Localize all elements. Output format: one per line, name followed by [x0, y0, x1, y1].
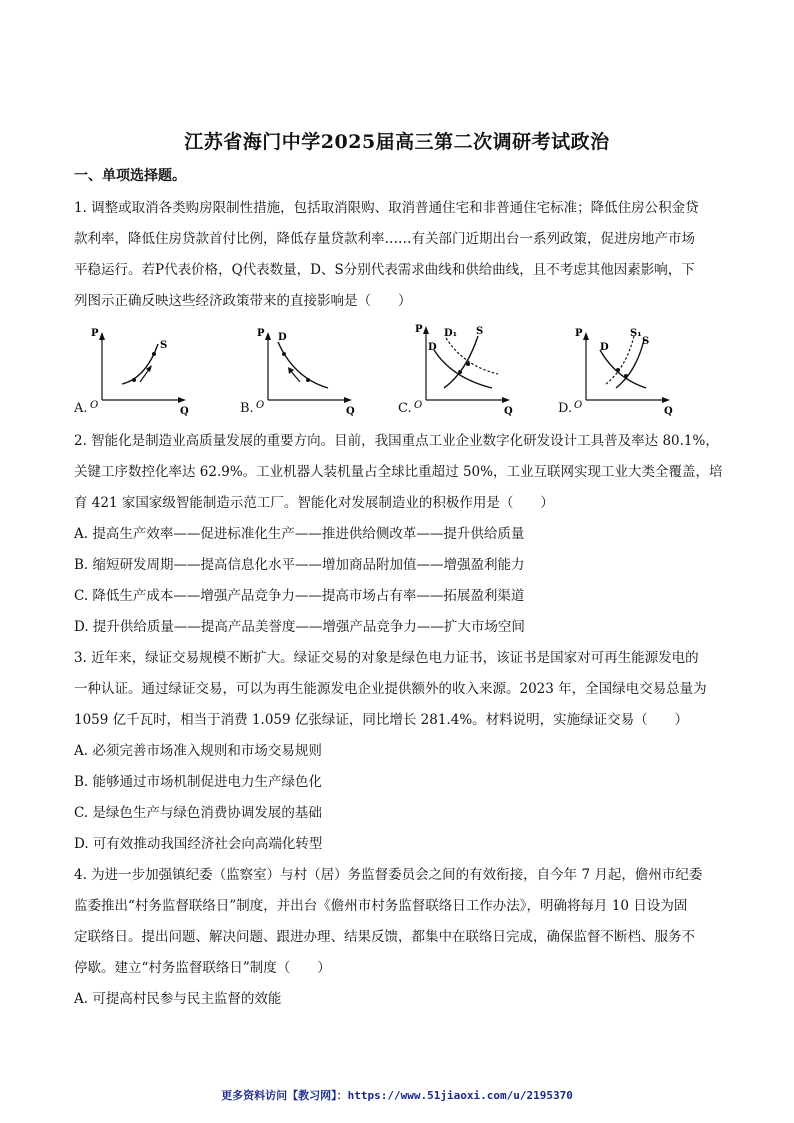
q4-option-a[interactable]: A. 可提高村民参与民主监督的效能	[74, 991, 282, 1007]
demand-shift-graph-b	[254, 322, 355, 417]
q1-line: 款利率，降低住房贷款首付比例，降低存量贷款利率……有关部门近期出台一系列政策，促进房地产市场	[74, 231, 695, 247]
axis-p: P	[415, 324, 423, 335]
axis-p: P	[91, 328, 99, 339]
axis-q: Q	[346, 406, 355, 417]
origin-o: O	[90, 400, 99, 411]
axis-p: P	[575, 328, 583, 339]
q2-line: 关键工序数控化率达 62.9%。工业机器人装机量占全球比重超过 50%，工业互联网实现工业大类全覆盖，培	[74, 464, 723, 480]
supply-shift-graph-a	[88, 322, 189, 417]
curve-d1: D₁	[444, 328, 458, 339]
curve-s: S	[476, 326, 484, 337]
q1-line: 平稳运行。若P代表价格，Q代表数量，D、S分别代表需求曲线和供给曲线，且不考虑其他因素影响，下	[74, 262, 695, 278]
document-title: 江苏省海门中学2025届高三第二次调研考试政治	[184, 131, 610, 153]
q1-line: 列图示正确反映这些经济政策带来的直接影响是（ ）	[74, 293, 412, 309]
axis-q: Q	[664, 406, 673, 417]
q3-option-b[interactable]: B. 能够通过市场机制促进电力生产绿色化	[74, 774, 323, 790]
q1-graph-options	[74, 318, 724, 418]
q4-line: 4. 为进一步加强镇纪委（监察室）与村（居）务监督委员会之间的有效衔接，自今年 7 月起，儋州市纪委	[74, 867, 703, 883]
footer-prefix: 更多资料访问【教习网】：	[221, 1089, 348, 1102]
axis-q: Q	[504, 406, 513, 417]
origin-o: O	[414, 400, 423, 411]
footer-url[interactable]: https://www.51jiaoxi.com/u/2195370	[347, 1089, 573, 1102]
q2-option-a[interactable]: A. 提高生产效率——促进标准化生产——推进供给侧改革——提升供给质量	[74, 526, 525, 542]
option-d-graph[interactable]	[558, 318, 673, 418]
option-b-graph[interactable]	[240, 318, 355, 418]
curve-d: D	[428, 342, 437, 353]
curve-d: D	[278, 332, 287, 343]
footer-resource-link[interactable]	[0, 1087, 794, 1103]
q3-line: 一种认证。通过绿证交易，可以为再生能源发电企业提供额外的收入来源。2023 年，全国绿电交易总量为	[74, 681, 707, 697]
origin-o: O	[574, 400, 583, 411]
axis-p: P	[257, 328, 265, 339]
option-b-label: B.	[240, 401, 254, 416]
q1-line: 1. 调整或取消各类购房限制性措施，包括取消限购、取消普通住宅和非普通住宅标准；降低住房公积金贷	[74, 200, 699, 216]
curve-d: D	[600, 342, 609, 353]
curve-s: S	[160, 340, 168, 351]
q2-option-b[interactable]: B. 缩短研发周期——提高信息化水平——增加商品附加值——增强盈利能力	[74, 557, 525, 573]
supply-demand-graph-d	[572, 322, 673, 417]
axis-q: Q	[180, 406, 189, 417]
q3-option-a[interactable]: A. 必须完善市场准入规则和市场交易规则	[74, 743, 322, 759]
q4-line: 定联络日。提出问题、解决问题、跟进办理、结果反馈，都集中在联络日完成，确保监督不断档、服务不	[74, 929, 695, 945]
q4-line: 监委推出“村务监督联络日”制度，并出台《儋州市村务监督联络日工作办法》，明确将每月 10 日设为固	[74, 898, 688, 914]
option-c-label: C.	[398, 401, 412, 416]
option-d-label: D.	[558, 401, 573, 416]
curve-s1: S₁	[630, 328, 642, 339]
q2-option-d[interactable]: D. 提升供给质量——提高产品美誉度——增强产品竞争力——扩大市场空间	[74, 619, 525, 635]
origin-o: O	[256, 400, 265, 411]
q4-line: 停歇。建立“村务监督联络日”制度（ ）	[74, 960, 331, 976]
q3-option-d[interactable]: D. 可有效推动我国经济社会向高端化转型	[74, 836, 323, 852]
section-heading: 一、单项选择题。	[74, 168, 186, 184]
option-a-label: A.	[74, 401, 88, 416]
q2-line: 2. 智能化是制造业高质量发展的重要方向。目前，我国重点工业企业数字化研发设计工具普及率达 80.1%，	[74, 433, 719, 449]
option-c-graph[interactable]	[398, 318, 513, 418]
option-a-graph[interactable]	[74, 318, 189, 418]
q2-option-c[interactable]: C. 降低生产成本——增强产品竞争力——提高市场占有率——拓展盈利渠道	[74, 588, 525, 604]
q3-line: 3. 近年来，绿证交易规模不断扩大。绿证交易的对象是绿色电力证书，该证书是国家对可再生能源发电的	[74, 650, 699, 666]
q3-line: 1059 亿千瓦时，相当于消费 1.059 亿张绿证，同比增长 281.4%。材料说明，实施绿证交易（ ）	[74, 712, 689, 728]
q3-option-c[interactable]: C. 是绿色生产与绿色消费协调发展的基础	[74, 805, 322, 821]
q2-line: 育 421 家国家级智能制造示范工厂。智能化对发展制造业的积极作用是（ ）	[74, 495, 554, 511]
curve-s: S	[642, 336, 650, 347]
supply-demand-graph-c	[412, 322, 513, 417]
